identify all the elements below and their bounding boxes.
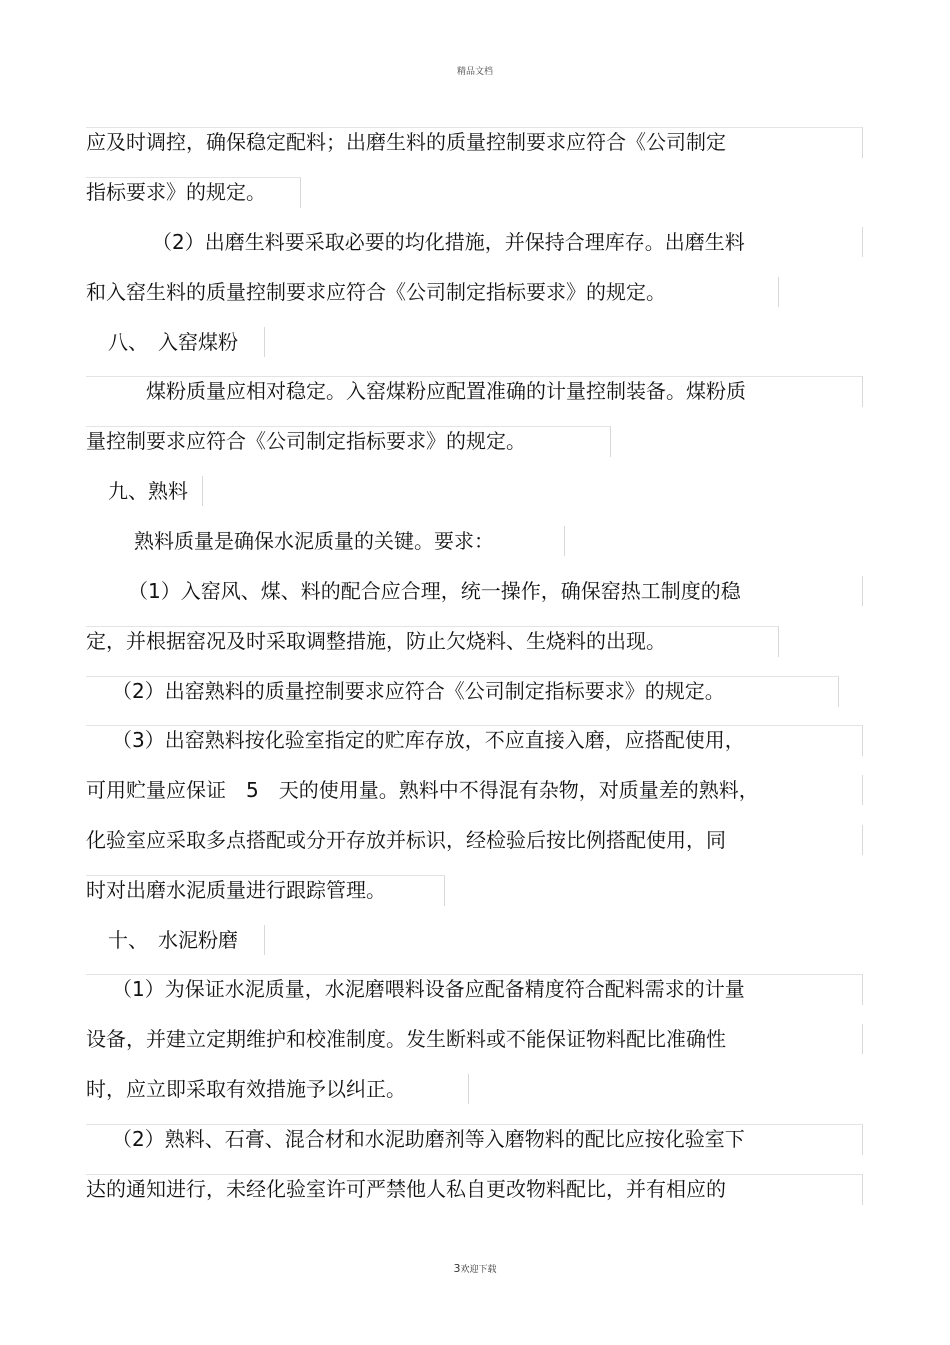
body-line: （2）出窑熟料的质量控制要求应符合《公司制定指标要求》的规定。 (112, 679, 725, 703)
body-line: 定，并根据窑况及时采取调整措施，防止欠烧料、生烧料的出现。 (86, 629, 666, 653)
body-line: 时，应立即采取有效措施予以纠正。 (86, 1077, 406, 1101)
body-line: 和入窑生料的质量控制要求应符合《公司制定指标要求》的规定。 (86, 280, 666, 304)
body-line: 熟料质量是确保水泥质量的关键。要求： (134, 529, 494, 553)
body-line: 时对出磨水泥质量进行跟踪管理。 (86, 878, 386, 902)
body-line: （1）入窑风、煤、料的配合应合理，统一操作，确保窑热工制度的稳 (128, 579, 741, 603)
section-heading: 八、 入窑煤粉 (108, 330, 238, 354)
page-footer (0, 1262, 950, 1275)
section-heading: 九、熟料 (108, 479, 188, 503)
footer-text: 欢迎下载 (460, 1265, 497, 1275)
section-heading: 十、 水泥粉磨 (108, 928, 238, 952)
page-number: 3 (453, 1262, 461, 1275)
body-line: 量控制要求应符合《公司制定指标要求》的规定。 (86, 429, 526, 453)
body-line: 可用贮量应保证 5 天的使用量。熟料中不得混有杂物，对质量差的熟料， (86, 778, 759, 802)
body-line: （2）熟料、石膏、混合材和水泥助磨剂等入磨物料的配比应按化验室下 (112, 1127, 745, 1151)
body-line: 达的通知进行，未经化验室许可严禁他人私自更改物料配比，并有相应的 (86, 1177, 726, 1201)
body-line: 化验室应采取多点搭配或分开存放并标识，经检验后按比例搭配使用，同 (86, 828, 726, 852)
body-line: 指标要求》的规定。 (86, 180, 266, 204)
page-header: 精品文档 (456, 67, 493, 77)
body-line: （3）出窑熟料按化验室指定的贮库存放，不应直接入磨，应搭配使用， (112, 728, 745, 752)
body-line: 应及时调控，确保稳定配料；出磨生料的质量控制要求应符合《公司制定 (86, 130, 726, 154)
body-line: 设备，并建立定期维护和校准制度。发生断料或不能保证物料配比准确性 (86, 1027, 726, 1051)
body-line: （1）为保证水泥质量，水泥磨喂料设备应配备精度符合配料需求的计量 (112, 977, 745, 1001)
body-line: （2）出磨生料要采取必要的均化措施，并保持合理库存。出磨生料 (152, 230, 745, 254)
body-line: 煤粉质量应相对稳定。入窑煤粉应配置准确的计量控制装备。煤粉质 (146, 379, 746, 403)
